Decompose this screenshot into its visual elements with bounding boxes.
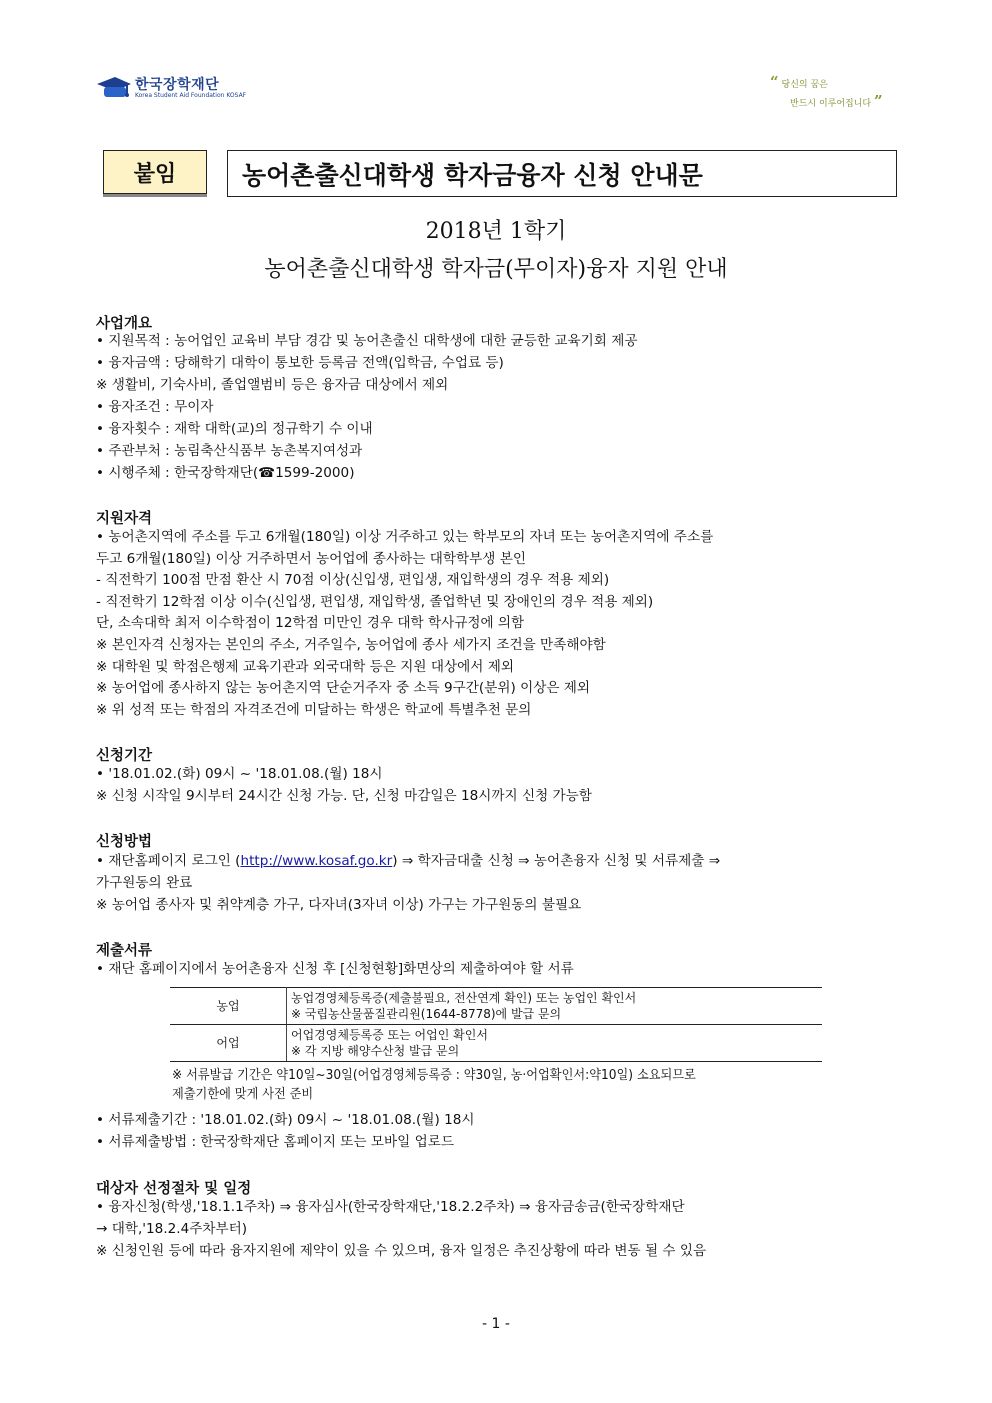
eligibility-line: - 직전학기 100점 만점 환산 시 70점 이상(신입생, 편입생, 재입학생의 경우 적용 제외) (96, 572, 610, 588)
slogan-line1: 당신의 꿈은 (781, 80, 828, 90)
method-text: ) ⇒ 학자금대출 신청 ⇒ 농어촌융자 신청 및 서류제출 ⇒ (392, 853, 721, 869)
logo-text: 한국장학재단 (135, 77, 220, 93)
table-value-line: 어업경영체등록증 또는 어업인 확인서 (291, 1028, 488, 1042)
overview-line: • 주관부처 : 농림축산식품부 농촌복지여성과 (96, 443, 363, 459)
period-line: • '18.01.02.(화) 09시 ~ '18.01.08.(월) 18시 (96, 766, 383, 782)
kosaf-link[interactable]: http://www.kosaf.go.kr (240, 853, 393, 869)
overview-line: • 융자조건 : 무이자 (96, 399, 214, 415)
eligibility-line: ※ 위 성적 또는 학점의 자격조건에 미달하는 학생은 학교에 특별추천 문의 (96, 702, 532, 718)
table-value-line: 농업경영체등록증(제출불필요, 전산연계 확인) 또는 농업인 확인서 (291, 991, 637, 1005)
method-text: • 재단홈페이지 로그인 ( (96, 853, 241, 869)
method-line: ※ 농어업 종사자 및 취약계층 가구, 다자녀(3자녀 이상) 가구는 가구원동의 불필요 (96, 897, 582, 913)
section-title-documents: 제출서류 (96, 943, 153, 959)
section-title-overview: 사업개요 (96, 316, 153, 332)
kosaf-logo-icon (95, 74, 133, 104)
open-quote: “ (770, 73, 779, 91)
overview-line: ※ 생활비, 기숙사비, 졸업앨범비 등은 융자금 대상에서 제외 (96, 377, 449, 393)
period-line: ※ 신청 시작일 9시부터 24시간 신청 가능. 단, 신청 마감일은 18시까지 신청 가능함 (96, 788, 592, 804)
overview-line: • 융자횟수 : 재학 대학(교)의 정규학기 수 이내 (96, 421, 373, 437)
table-key: 어업 (170, 1025, 287, 1062)
section-title-schedule: 대상자 선정절차 및 일정 (96, 1181, 252, 1197)
heading-semester: 2018년 1학기 (425, 219, 567, 244)
attachment-badge: 붙임 (103, 150, 207, 194)
documents-line: • 서류제출방법 : 한국장학재단 홈페이지 또는 모바일 업로드 (96, 1134, 455, 1150)
documents-note: 제출기한에 맞게 사전 준비 (172, 1087, 314, 1102)
section-title-period: 신청기간 (96, 748, 153, 764)
table-row (170, 1025, 822, 1062)
overview-line: • 지원목적 : 농어업인 교육비 부담 경감 및 농어촌출신 대학생에 대한 균등한 교육기회 제공 (96, 333, 638, 349)
slogan (770, 74, 900, 112)
heading-main: 농어촌출신대학생 학자금(무이자)융자 지원 안내 (264, 257, 728, 282)
documents-intro: • 재단 홈페이지에서 농어촌융자 신청 후 [신청현황]화면상의 제출하여야 할 서류 (96, 961, 574, 977)
eligibility-line: 단, 소속대학 최저 이수학점이 12학점 미만인 경우 대학 학사규정에 의함 (96, 615, 525, 631)
documents-table (170, 987, 822, 1062)
documents-note: ※ 서류발급 기간은 약10일~30일(어업경영체등록증 : 약30일, 농·어업확인서:약10일) 소요되므로 (172, 1068, 696, 1083)
eligibility-line: ※ 본인자격 신청자는 본인의 주소, 거주일수, 농어업에 종사 세가지 조건을 만족해야함 (96, 637, 606, 653)
method-line-1 (96, 851, 906, 871)
eligibility-line: • 농어촌지역에 주소를 두고 6개월(180일) 이상 거주하고 있는 학부모의 자녀 또는 농어촌지역에 주소를 (96, 529, 714, 545)
schedule-line: • 융자신청(학생,'18.1.1주차) ⇒ 융자심사(한국장학재단,'18.2.2주차) ⇒ 융자금송금(한국장학재단 (96, 1199, 685, 1215)
table-value (287, 988, 823, 1025)
page-number: - 1 - (482, 1316, 510, 1332)
eligibility-line: - 직전학기 12학점 이상 이수(신입생, 편입생, 재입학생, 졸업학년 및 장애인의 경우 적용 제외) (96, 594, 654, 610)
documents-line: • 서류제출기간 : '18.01.02.(화) 09시 ~ '18.01.08.(월) 18시 (96, 1112, 475, 1128)
method-line: 가구원동의 완료 (96, 875, 193, 891)
table-key: 농업 (170, 988, 287, 1025)
close-quote: ” (873, 92, 883, 110)
table-row (170, 988, 822, 1025)
overview-line: • 융자금액 : 당해학기 대학이 통보한 등록금 전액(입학금, 수업료 등) (96, 355, 504, 371)
logo-subtitle: Korea Student Aid Foundation KOSAF (135, 92, 247, 99)
section-title-method: 신청방법 (96, 834, 153, 850)
slogan-line2: 반드시 이루어집니다 (790, 99, 872, 109)
schedule-line: ※ 신청인원 등에 따라 융자지원에 제약이 있을 수 있으며, 융자 일정은 추진상황에 따라 변동 될 수 있음 (96, 1243, 707, 1259)
badge-shadow (103, 194, 207, 197)
eligibility-line: ※ 대학원 및 학점은행제 교육기관과 외국대학 등은 지원 대상에서 제외 (96, 659, 514, 675)
section-title-eligibility: 지원자격 (96, 511, 153, 527)
overview-line: • 시행주체 : 한국장학재단(☎1599-2000) (96, 465, 355, 481)
eligibility-line: ※ 농어업에 종사하지 않는 농어촌지역 단순거주자 중 소득 9구간(분위) 이상은 제외 (96, 680, 591, 696)
schedule-line: → 대학,'18.2.4주차부터) (96, 1221, 248, 1237)
table-value-line: ※ 국립농산물품질관리원(1644-8778)에 발급 문의 (291, 1007, 562, 1021)
table-value (287, 1025, 823, 1062)
eligibility-line: 두고 6개월(180일) 이상 거주하면서 농어업에 종사하는 대학학부생 본인 (96, 551, 526, 567)
table-value-line: ※ 각 지방 해양수산청 발급 문의 (291, 1044, 460, 1058)
doc-title: 농어촌출신대학생 학자금융자 신청 안내문 (227, 150, 897, 197)
